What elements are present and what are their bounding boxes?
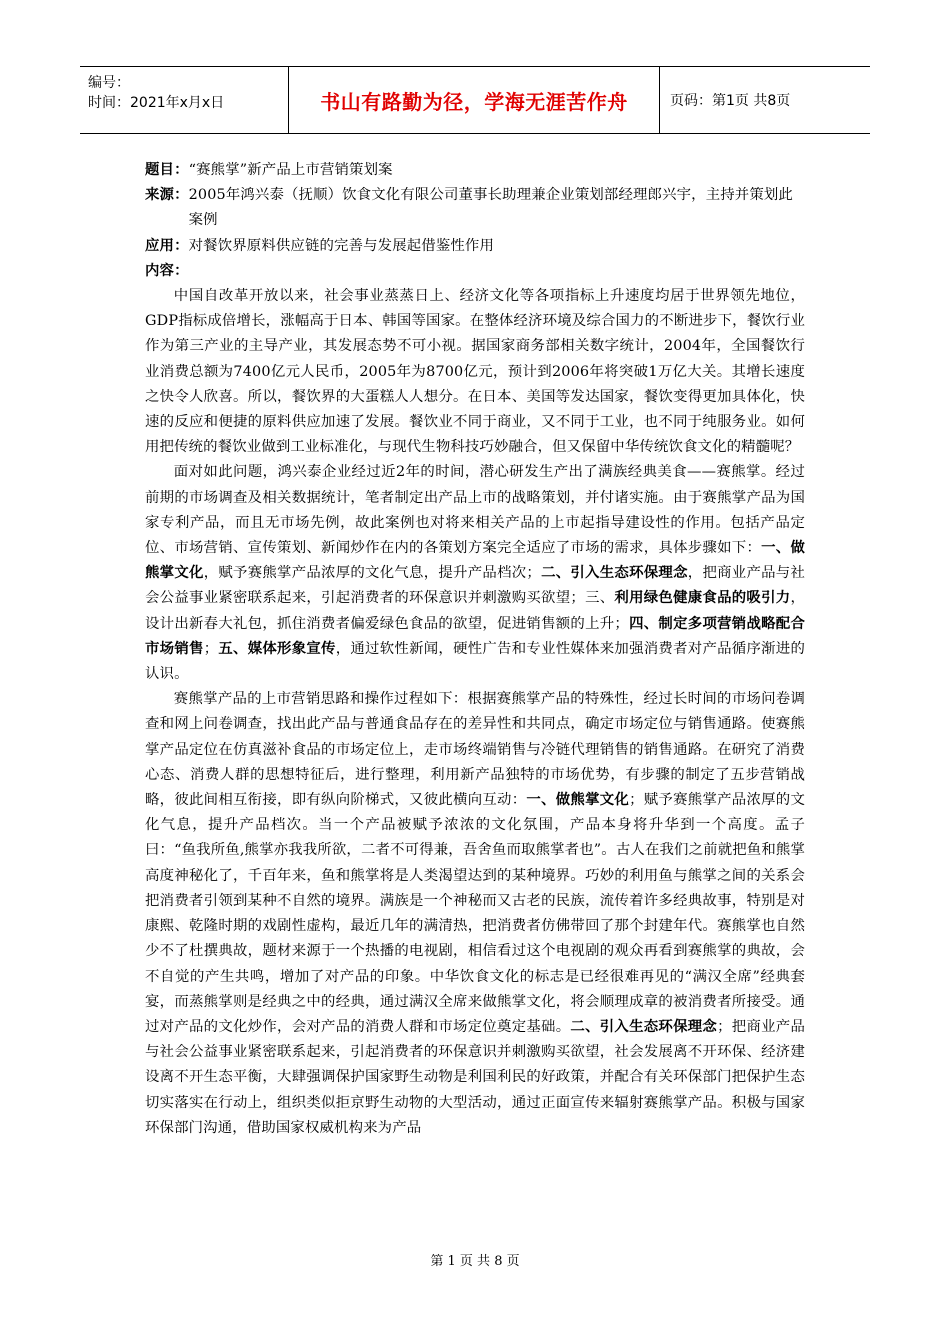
meta-title [145,158,805,183]
title-label: 题目： [145,162,189,178]
text-run: ，赋予赛熊掌产品浓厚的文化气息，提升产品档次； [203,565,541,582]
meta-application [145,234,805,259]
text-run: ； [203,640,219,657]
bold-run: 一、做熊掌文化 [145,540,805,582]
text-run: ；把商业产品与社会公益事业紧密联系起来，引起消费者的环保意识并刺激购买欲望，社会发展离不开环保、经济建设离不开生态平衡，大肆强调保护国家野生动物是利国利民的好政策，并配合有关环保部门把保护生态切实落实在行动上，组织类似拒京野生动物的大型活动，通过正面宣传来辐射赛熊掌产品。积极与国家环保部门沟通，借助国家权威机构来为产品 [145,1018,805,1136]
paragraph-intro: 中国自改革开放以来，社会事业蒸蒸日上、经济文化等各项指标上升速度均居于世界领先地位，GDP指标成倍增长，涨幅高于日本、韩国等国家。在整体经济环境及综合国力的不断进步下，餐饮行业作为第三产业的主导产业，其发展态势不可小视。据国家商务部相关数字统计，2004年，全国餐饮行业消费总额为7400亿元人民币，2005年为8700亿元，预计到2006年将突破1万亿大关。其增长速度之快令人欣喜。所以，餐饮界的大蛋糕人人想分。在日本、美国等发达国家，餐饮变得更加具体化，快速的反应和便捷的原料供应加速了发展。餐饮业不同于商业，又不同于工业，也不同于纯服务业。如何用把传统的餐饮业做到工业标准化，与现代生物科技巧妙融合，但又保留中华传统饮食文化的精髓呢？ [145,288,805,456]
source-label: 来源： [145,187,189,204]
bold-run: 四、制定多项营销战略配合市场销售 [145,615,806,657]
text-run: ，通过软性新闻，硬性广告和专业性媒体来加强消费者对产品循序渐进的认识。 [145,640,805,683]
content-label: 内容： [145,262,189,279]
text-run: 面对如此问题，鸿兴泰企业经过近2年的时间，潜心研发生产出了满族经典美食——赛熊掌。经过前期的市场调查及相关数据统计，笔者制定出产品上市的战略策划，并付诸实施。由于赛熊掌产品为国家专利产品，而且无市场先例，故此案例也对将来相关产品的上市起指导建设性的作用。包括产品定位、市场营销、宣传策划、新闻炒作在内的各策划方案完全适应了市场的需求，具体步骤如下： [145,464,805,557]
text-run: ，设计出新春大礼包，抓住消费者偏爱绿色食品的欲望，促进销售额的上升； [145,590,805,632]
header-motto: 书山有路勤为径，学海无涯苦作舟 [288,67,660,133]
paragraph-marketing-process [145,687,805,1141]
header-page-number: 页码：第1页 共8页 [670,93,791,109]
document-number: 编号： [88,75,130,91]
bold-run: 利用绿色健康食品的吸引力 [614,590,791,607]
application-label: 应用： [145,237,189,254]
text-run: ，把商业产品与社会公益事业紧密联系起来，引起消费者的环保意识并刺激购买欲望；三、 [145,565,806,607]
paragraph-strategy-overview [145,460,805,687]
source-value: 2005年鸿兴泰（抚顺）饮食文化有限公司董事长助理兼企业策划部经理郎兴宇，主持并策划此案例 [188,187,793,229]
meta-source [145,183,805,233]
bold-run: 五、媒体形象宣传 [218,640,336,657]
text-run: ；赋予赛熊掌产品浓厚的文化气息，提升产品档次。当一个产品被赋予浓浓的文化氛围，产品本身将升华到一个高度。孟子曰：“鱼我所鱼,熊掌亦我我所欲，二者不可得兼，吾舍鱼而取熊掌者也”。古人在我们之前就把鱼和熊掌高度神秘化了，千百年来，鱼和熊掌将是人类渴望达到的某种境界。巧妙的利用鱼与熊掌之间的关系会把消费者引领到某种不自然的境界。满族是一个神秘而又古老的民族，流传着许多经典故事，特别是对康熙、乾隆时期的戏剧性虚构，最近几年的满清热，把消费者仿佛带回了那个封建年代。赛熊掌也自然少不了杜撰典故，题材来源于一个热播的电视剧，相信看过这个电视剧的观众再看到赛熊掌的典故，会不自觉的产生共鸣，增加了对产品的印象。中华饮食文化的标志是已经很难再见的“满汉全席”经典套宴，而蒸熊掌则是经典之中的经典，通过满汉全席来做熊掌文化，将会顺理成章的被消费者所接受。通过对产品的文化炒作，会对产品的消费人群和市场定位奠定基础。 [145,792,805,1035]
page-header [80,66,870,134]
title-value: “赛熊掌”新产品上市营销策划案 [188,162,393,178]
document-date: 时间：2021年x月x日 [88,95,225,111]
document-body [145,158,805,1141]
text-run: 赛熊掌产品的上市营销思路和操作过程如下：根据赛熊掌产品的特殊性，经过长时间的市场问卷调查和网上问卷调查，找出此产品与普通食品存在的差异性和共同点，确定市场定位与销售通路。使赛熊掌产品定位在仿真滋补食品的市场定位上，走市场终端销售与冷链代理销售的销售通路。在研究了消费心态、消费人群的思想特征后，进行整理，利用新产品独特的市场优势，有步骤的制定了五步营销战略，彼此间相互衔接，即有纵向阶梯式，又彼此横向互动： [145,691,805,809]
bold-run: 一、做熊掌文化 [526,792,630,809]
bold-run: 二、引入生态环保理念 [570,1018,718,1035]
header-info [80,67,288,133]
application-value: 对餐饮界原料供应链的完善与发展起借鉴性作用 [188,237,494,254]
bold-run: 二、引入生态环保理念 [540,565,688,582]
page-footer: 第 1 页 共 8 页 [430,1254,520,1269]
